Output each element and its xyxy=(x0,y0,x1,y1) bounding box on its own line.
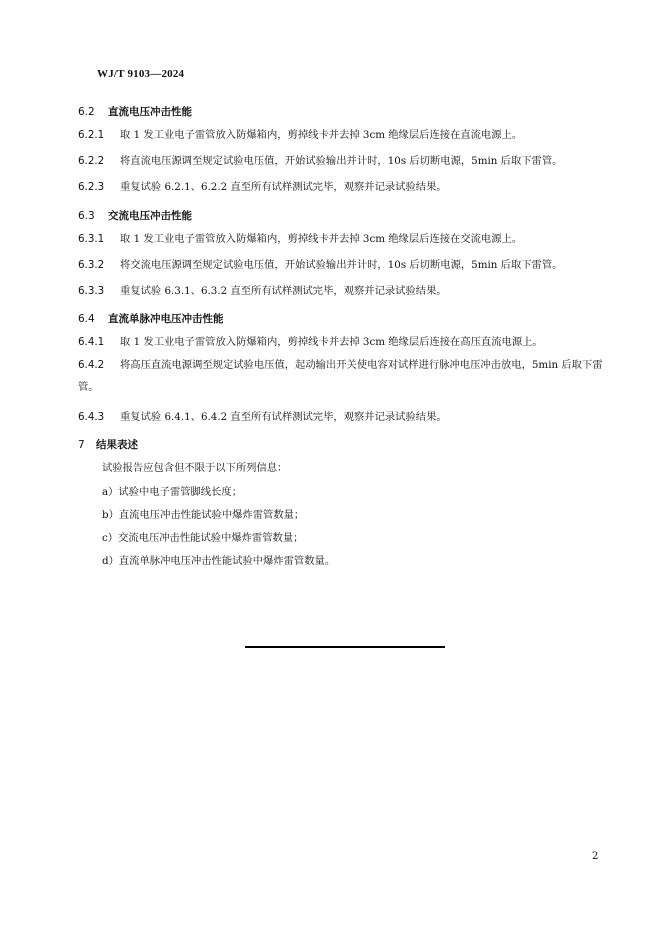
clause-number: 6.2.2 xyxy=(78,155,105,167)
section-heading-7 xyxy=(78,437,138,452)
section-title: 直流电压冲击性能 xyxy=(108,106,192,118)
clause-text: 将高压直流电源调至规定试验电压值，起动输出开关使电容对试样进行脉冲电压冲击放电，5min 后取下雷管。 xyxy=(78,359,603,393)
end-rule-divider xyxy=(245,646,445,648)
clause-number: 6.4.3 xyxy=(78,411,105,423)
clause-6-2-1 xyxy=(78,126,522,141)
clause-6-2-3 xyxy=(78,178,447,193)
clause-text: 重复试验 6.4.1、6.4.2 直至所有试样测试完毕，观察并记录试验结果。 xyxy=(120,411,447,423)
section-number: 7 xyxy=(78,439,85,451)
list-item: c）交流电压冲击性能试验中爆炸雷管数量； xyxy=(102,532,304,544)
clause-number: 6.4.1 xyxy=(78,336,105,348)
clause-6-3-3 xyxy=(78,282,447,297)
clause-text: 重复试验 6.2.1、6.2.2 直至所有试样测试完毕，观察并记录试验结果。 xyxy=(120,181,447,193)
section-number: 6.3 xyxy=(78,210,95,222)
section-heading-6-2 xyxy=(78,104,192,119)
list-item: d）直流单脉冲电压冲击性能试验中爆炸雷管数量。 xyxy=(102,555,336,567)
clause-text: 重复试验 6.3.1、6.3.2 直至所有试样测试完毕，观察并记录试验结果。 xyxy=(120,285,447,297)
clause-number: 6.3.3 xyxy=(78,285,105,297)
clause-6-3-1 xyxy=(78,230,522,245)
clause-6-4-2 xyxy=(78,354,604,398)
clause-6-2-2 xyxy=(78,152,562,167)
clause-text: 将直流电压源调至规定试验电压值，开始试验输出并计时，10s 后切断电源，5min 后取下雷管。 xyxy=(120,155,563,167)
list-item: b）直流电压冲击性能试验中爆炸雷管数量； xyxy=(102,509,305,521)
clause-number: 6.2.3 xyxy=(78,181,105,193)
section-number: 6.2 xyxy=(78,106,95,118)
list-item: a）试验中电子雷管脚线长度； xyxy=(102,486,242,498)
clause-number: 6.3.1 xyxy=(78,233,105,245)
clause-text: 将交流电压源调至规定试验电压值，开始试验输出并计时，10s 后切断电源，5min 后取下雷管。 xyxy=(120,259,563,271)
section-heading-6-3 xyxy=(78,208,192,223)
result-intro: 试验报告应包含但不限于以下所列信息： xyxy=(102,462,288,474)
clause-6-4-1 xyxy=(78,333,543,348)
section-title: 交流电压冲击性能 xyxy=(108,210,192,222)
section-title: 结果表述 xyxy=(96,439,138,451)
clause-text: 取 1 发工业电子雷管放入防爆箱内，剪掉线卡并去掉 3cm 绝缘层后连接在交流电源上。 xyxy=(120,233,523,245)
clause-number: 6.2.1 xyxy=(78,129,105,141)
clause-6-3-2 xyxy=(78,256,562,271)
clause-text: 取 1 发工业电子雷管放入防爆箱内，剪掉线卡并去掉 3cm 绝缘层后连接在直流电源上。 xyxy=(120,129,523,141)
clause-number: 6.4.2 xyxy=(78,359,105,371)
standard-code-header: WJ/T 9103—2024 xyxy=(97,68,185,80)
section-heading-6-4 xyxy=(78,311,224,326)
clause-text: 取 1 发工业电子雷管放入防爆箱内，剪掉线卡并去掉 3cm 绝缘层后连接在高压直流电源上。 xyxy=(120,336,543,348)
page-number: 2 xyxy=(592,851,599,862)
clause-6-4-3 xyxy=(78,408,447,423)
clause-number: 6.3.2 xyxy=(78,259,105,271)
section-number: 6.4 xyxy=(78,313,95,325)
section-title: 直流单脉冲电压冲击性能 xyxy=(108,313,224,325)
